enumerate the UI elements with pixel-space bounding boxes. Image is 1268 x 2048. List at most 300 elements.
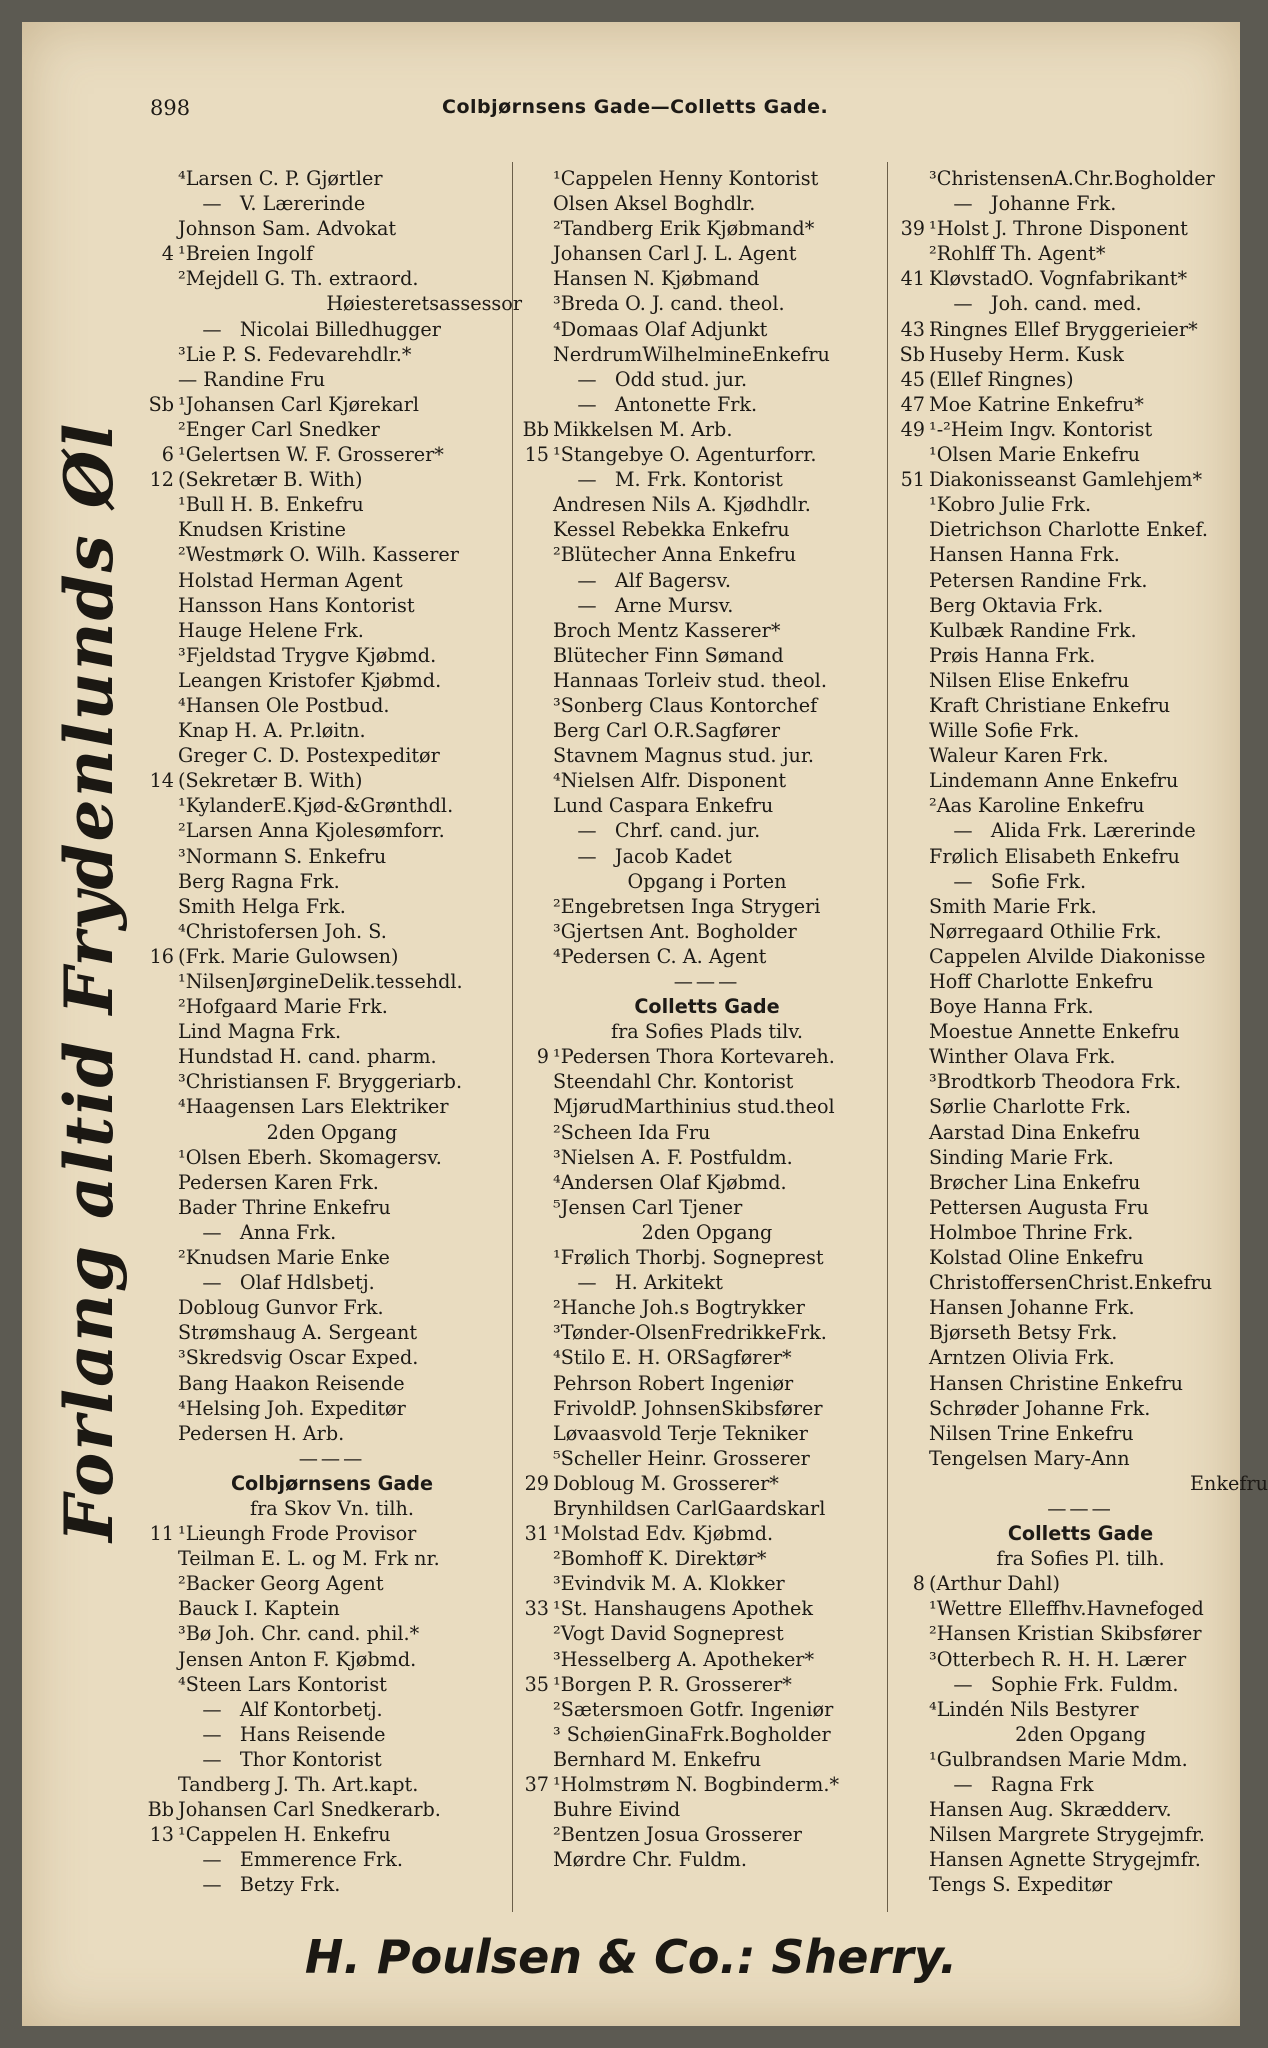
entry-text: ⁵Jensen Carl Tjener: [553, 1195, 743, 1219]
entry-text: Schrøder Johanne Frk.: [929, 1396, 1151, 1420]
house-number: [893, 492, 929, 517]
entry-text: ⁴Helsing Joh. Expeditør: [178, 1396, 406, 1420]
entry-text: — Jacob Kadet: [553, 844, 732, 868]
directory-entry: [142, 1195, 522, 1220]
directory-entry: [517, 1571, 897, 1596]
house-number: [517, 1496, 553, 1521]
entry-text: ⁴Domaas Olaf Adjunkt: [553, 317, 768, 341]
directory-entry: [517, 1521, 897, 1546]
directory-entry: [142, 1872, 522, 1897]
directory-entry: [142, 392, 522, 417]
entry-text: ⁴Larsen C. P. Gjørtler: [178, 167, 383, 190]
entry-text: ¹Holmstrøm N. Bogbinderm.*: [553, 1773, 840, 1796]
entry-text: Tandberg J. Th. Art.kapt.: [178, 1773, 419, 1796]
entry-text: ¹Olsen Marie Enkefru: [929, 443, 1141, 467]
directory-entry: [893, 1170, 1268, 1195]
house-number: [517, 1621, 553, 1646]
entry-text: ChristoffersenChrist.Enkefru: [929, 1271, 1213, 1295]
directory-entry: [517, 1170, 897, 1195]
entry-text: Kessel Rebekka Enkefru: [553, 518, 790, 542]
directory-entry: [517, 1120, 897, 1145]
directory-entry: [142, 919, 522, 944]
directory-entry: [142, 969, 522, 994]
entry-text: ¹Stangebye O. Agenturforr.: [553, 443, 817, 467]
entry-text: Bauck I. Kaptein: [178, 1597, 340, 1621]
house-number: [142, 1270, 178, 1295]
house-number: [142, 1220, 178, 1245]
directory-entry: [142, 1772, 522, 1797]
directory-entry: [517, 1270, 897, 1295]
house-number: [893, 1120, 929, 1145]
directory-entry: [893, 1094, 1268, 1119]
entry-text: ³Breda O. J. cand. theol.: [553, 292, 785, 316]
entry-text: 2den Opgang: [641, 1220, 773, 1244]
house-number: [142, 1621, 178, 1646]
entry-text: ¹Holst J. Throne Disponent: [929, 217, 1188, 241]
house-number: [142, 166, 178, 191]
directory-entry: [517, 1747, 897, 1772]
entry-text: Colbjørnsens Gade: [230, 1471, 434, 1495]
house-number: [142, 1872, 178, 1897]
directory-entry: [893, 191, 1268, 216]
house-number: 11: [149, 1522, 174, 1546]
house-number: [142, 1396, 178, 1421]
entry-text: Huseby Herm. Kusk: [929, 342, 1124, 366]
entry-text: Leangen Kristofer Kjøbmd.: [178, 668, 442, 692]
entry-text: ³Hesselberg A. Apotheker*: [553, 1647, 815, 1671]
directory-entry: [893, 492, 1268, 517]
house-number: 43: [900, 317, 925, 341]
house-number: [142, 1170, 178, 1195]
entry-text: 2den Opgang: [1015, 1722, 1146, 1746]
house-number: [893, 643, 929, 668]
house-number: 16: [149, 944, 174, 968]
directory-entry: [893, 166, 1268, 191]
entry-text: ³Nielsen A. F. Postfuldm.: [553, 1145, 793, 1169]
entry-text: ———: [298, 1446, 366, 1470]
entry-text: Pehrson Robert Ingeniør: [553, 1371, 794, 1395]
house-number: 41: [900, 267, 925, 291]
entry-text: Knap H. A. Pr.løitn.: [178, 719, 366, 743]
page-number: 898: [150, 96, 191, 120]
house-number: [893, 1596, 929, 1621]
directory-entry: [142, 1270, 522, 1295]
directory-entry: [517, 542, 897, 567]
entry-text: Kolstad Oline Enkefru: [929, 1246, 1144, 1270]
house-number: [893, 1772, 929, 1797]
entry-text: Ringnes Ellef Bryggerieier*: [929, 317, 1198, 341]
directory-entry: [517, 1345, 897, 1370]
house-number: [517, 1069, 553, 1094]
house-number: [893, 1747, 929, 1772]
house-number: [893, 919, 929, 944]
directory-entry: [142, 166, 522, 191]
entry-text: — Emmerence Frk.: [178, 1848, 403, 1872]
entry-text: Moe Katrine Enkefru*: [929, 392, 1144, 416]
directory-entry: [142, 568, 522, 593]
entry-text: ⁵Scheller Heinr. Grosserer: [553, 1446, 810, 1470]
house-number: 13: [149, 1823, 174, 1847]
directory-entry: [893, 1220, 1268, 1245]
entry-text: Johnson Sam. Advokat: [178, 217, 397, 241]
directory-entry: [893, 1621, 1268, 1646]
directory-entry: [517, 1044, 897, 1069]
entry-text: ²Aas Karoline Enkefru: [929, 794, 1145, 818]
directory-page: [22, 22, 1268, 2026]
directory-entry: [893, 542, 1268, 567]
house-number: [893, 1345, 929, 1370]
house-number: [893, 793, 929, 818]
directory-entry: [517, 1822, 897, 1847]
directory-entry: [517, 869, 897, 894]
entry-text: Steendahl Chr. Kontorist: [553, 1070, 794, 1094]
entry-text: (Sekretær B. With): [178, 468, 363, 492]
entry-text: ²Hanche Joh.s Bogtrykker: [553, 1296, 805, 1320]
house-number: [517, 1345, 553, 1370]
entry-text: ²Engebretsen Inga Strygeri: [553, 894, 821, 918]
directory-entry: [517, 1396, 897, 1421]
house-number: [142, 568, 178, 593]
entry-text: Bernhard M. Enkefru: [553, 1747, 762, 1771]
house-number: [893, 1697, 929, 1722]
column-2: [517, 166, 897, 1872]
directory-entry: [142, 1220, 522, 1245]
directory-entry: [142, 216, 522, 241]
directory-entry: [893, 342, 1268, 367]
directory-entry: [893, 1295, 1268, 1320]
house-number: [517, 1747, 553, 1772]
directory-entry: [517, 1697, 897, 1722]
directory-entry: [142, 1145, 522, 1170]
entry-text: ¹Borgen P. R. Grosserer*: [553, 1672, 792, 1696]
directory-entry: [142, 818, 522, 843]
entry-text: Johansen Carl Snedkerarb.: [178, 1798, 441, 1822]
entry-text: ²Scheen Ida Fru: [553, 1120, 711, 1144]
house-number: [517, 618, 553, 643]
house-number: [893, 869, 929, 894]
page-header: Colbjørnsens Gade—Colletts Gade.: [442, 96, 829, 118]
house-number: [517, 1722, 553, 1747]
house-number: [517, 693, 553, 718]
house-number: [893, 1371, 929, 1396]
house-number: 47: [900, 392, 925, 416]
entry-text: fra Skov Vn. tilh.: [250, 1496, 414, 1520]
footer-advertisement: H. Poulsen & Co.: Sherry.: [304, 1930, 958, 1984]
directory-entry: [893, 919, 1268, 944]
entry-text: — Nicolai Billedhugger: [178, 317, 441, 341]
house-number: [517, 1170, 553, 1195]
column-3: [893, 166, 1268, 1897]
directory-entry: [142, 1245, 522, 1270]
house-number: [517, 844, 553, 869]
entry-text: MjørudMarthinius stud.theol: [553, 1095, 835, 1119]
directory-entry: [893, 1120, 1268, 1145]
house-number: [517, 1270, 553, 1295]
entry-text: Hansen Agnette Strygejmfr.: [929, 1848, 1201, 1872]
entry-text: ¹Kobro Julie Frk.: [929, 493, 1092, 517]
directory-entry: [893, 467, 1268, 492]
directory-entry: [142, 1722, 522, 1747]
house-number: [517, 1195, 553, 1220]
entry-text: Nilsen Elise Enkefru: [929, 668, 1130, 692]
directory-entry: [142, 894, 522, 919]
entry-text: ²Bomhoff K. Direktør*: [553, 1547, 767, 1571]
house-number: [517, 768, 553, 793]
directory-entry: [142, 1371, 522, 1396]
entry-text: Knudsen Kristine: [178, 518, 347, 542]
entry-text: ³Lie P. S. Fedevarehdlr.*: [178, 342, 412, 366]
house-number: [893, 1872, 929, 1897]
entry-text: Dobloug M. Grosserer*: [553, 1471, 779, 1495]
directory-entry: [517, 718, 897, 743]
directory-entry: [142, 442, 522, 467]
directory-entry: [893, 668, 1268, 693]
house-number: [517, 291, 553, 316]
entry-text: ¹Gelertsen W. F. Grosserer*: [178, 443, 444, 467]
entry-text: Hauge Helene Frk.: [178, 618, 364, 642]
house-number: [142, 1195, 178, 1220]
entry-text: — Joh. cand. med.: [929, 292, 1142, 316]
section-divider: [517, 969, 897, 994]
directory-entry: [893, 869, 1268, 894]
entry-text: ²Larsen Anna Kjolesømforr.: [178, 819, 445, 843]
house-number: [517, 944, 553, 969]
house-number: [517, 241, 553, 266]
directory-entry: [893, 1697, 1268, 1722]
directory-entry: [142, 1295, 522, 1320]
directory-entry: [893, 1069, 1268, 1094]
entry-text: Berg Oktavia Frk.: [929, 593, 1104, 617]
entry-text: Nørregaard Othilie Frk.: [929, 919, 1162, 943]
directory-entry: [517, 1772, 897, 1797]
entry-text: — Odd stud. jur.: [553, 367, 748, 391]
house-number: [517, 1421, 553, 1446]
house-number: 14: [149, 769, 174, 793]
directory-entry: [517, 793, 897, 818]
entry-text: Kulbæk Randine Frk.: [929, 618, 1137, 642]
entry-text: Hansen N. Kjøbmand: [553, 267, 760, 291]
house-number: [893, 894, 929, 919]
house-number: [517, 342, 553, 367]
entry-text: Waleur Karen Frk.: [929, 744, 1109, 768]
entry-text: Dobloug Gunvor Frk.: [178, 1296, 384, 1320]
house-number: [142, 593, 178, 618]
directory-entry: [893, 1019, 1268, 1044]
directory-entry: [142, 266, 522, 291]
directory-entry: [142, 693, 522, 718]
entry-text: Sørlie Charlotte Frk.: [929, 1095, 1132, 1119]
directory-entry: [517, 1471, 897, 1496]
house-number: [517, 793, 553, 818]
entry-text: Arntzen Olivia Frk.: [929, 1346, 1115, 1370]
house-number: [893, 593, 929, 618]
directory-entry: [142, 417, 522, 442]
house-number: [142, 1697, 178, 1722]
entry-text: ²Sætersmoen Gotfr. Ingeniør: [553, 1697, 834, 1721]
entry-text: ¹NilsenJørgineDelik.tessehdl.: [178, 970, 463, 993]
entry-text: ⁴Steen Lars Kontorist: [178, 1672, 387, 1696]
directory-entry: [142, 241, 522, 266]
directory-entry: [142, 718, 522, 743]
house-number: [893, 1647, 929, 1672]
house-number: [893, 1044, 929, 1069]
house-number: [893, 743, 929, 768]
house-number: [142, 1371, 178, 1396]
entry-text: — Hans Reisende: [178, 1722, 386, 1746]
directory-entry: [517, 1797, 897, 1822]
entry-text: ²Blütecher Anna Enkefru: [553, 543, 797, 567]
directory-entry: [142, 1094, 522, 1119]
entry-text: ¹Molstad Edv. Kjøbmd.: [553, 1522, 774, 1546]
entry-text: Hansen Christine Enkefru: [929, 1371, 1184, 1395]
entry-text: Løvaasvold Terje Tekniker: [553, 1421, 808, 1445]
house-number: [893, 517, 929, 542]
house-number: [893, 1170, 929, 1195]
house-number: [517, 266, 553, 291]
entry-text: ¹Frølich Thorbj. Sogneprest: [553, 1246, 824, 1270]
entry-text: Bjørseth Betsy Frk.: [929, 1321, 1118, 1345]
column-1: [142, 166, 522, 1897]
house-number: 6: [161, 443, 174, 467]
entry-text: — Sophie Frk. Fuldm.: [929, 1672, 1179, 1696]
directory-entry: [142, 618, 522, 643]
entry-text: Greger C. D. Postexpeditør: [178, 744, 440, 768]
house-number: [142, 643, 178, 668]
directory-entry: [517, 643, 897, 668]
directory-entry: [893, 768, 1268, 793]
house-number: [142, 492, 178, 517]
house-number: [142, 969, 178, 994]
directory-entry: [142, 367, 522, 392]
entry-text: ²Vogt David Sogneprest: [553, 1622, 784, 1646]
house-number: [893, 768, 929, 793]
directory-entry: [142, 542, 522, 567]
entry-text: Blütecher Finn Sømand: [553, 643, 784, 667]
house-number: [517, 1120, 553, 1145]
directory-entry: [517, 593, 897, 618]
directory-entry: [893, 1747, 1268, 1772]
entry-text: Olsen Aksel Boghdlr.: [553, 192, 756, 216]
entry-text: ²Knudsen Marie Enke: [178, 1246, 390, 1270]
entry-text: Winther Olava Frk.: [929, 1045, 1116, 1069]
house-number: [517, 392, 553, 417]
directory-entry: [893, 367, 1268, 392]
directory-entry: [517, 1421, 897, 1446]
house-number: [142, 1847, 178, 1872]
directory-entry: [142, 844, 522, 869]
house-number: [893, 568, 929, 593]
directory-entry: [893, 969, 1268, 994]
entry-text: Pedersen H. Arb.: [178, 1421, 345, 1445]
house-number: [142, 1094, 178, 1119]
house-number: [142, 1245, 178, 1270]
directory-entry: [893, 1396, 1268, 1421]
entry-text: Smith Helga Frk.: [178, 894, 346, 918]
directory-entry: [517, 1371, 897, 1396]
entry-text: — Alida Frk. Lærerinde: [929, 819, 1196, 843]
entry-text: Frølich Elisabeth Enkefru: [929, 844, 1180, 868]
directory-entry: [517, 417, 897, 442]
directory-entry: [517, 1145, 897, 1170]
entry-text: Sinding Marie Frk.: [929, 1145, 1114, 1169]
directory-entry: [517, 266, 897, 291]
directory-entry: [142, 1019, 522, 1044]
house-number: [142, 542, 178, 567]
directory-entry: [142, 1396, 522, 1421]
entry-text: Hoff Charlotte Enkefru: [929, 970, 1154, 993]
house-number: [893, 618, 929, 643]
directory-entry: [517, 618, 897, 643]
entry-text: ⁴Hansen Ole Postbud.: [178, 693, 390, 717]
house-number: [893, 191, 929, 216]
house-number: [142, 1345, 178, 1370]
street-heading: [517, 994, 897, 1019]
entry-text: ³Tønder-OlsenFredrikkeFrk.: [553, 1321, 827, 1345]
directory-entry: [893, 1320, 1268, 1345]
house-number: [517, 718, 553, 743]
directory-entry: [517, 291, 897, 316]
house-number: 12: [149, 468, 174, 492]
directory-entry: [893, 1822, 1268, 1847]
directory-entry: [142, 1697, 522, 1722]
directory-entry: [517, 944, 897, 969]
entry-text: Hansson Hans Kontorist: [178, 593, 415, 617]
entry-text: — Thor Kontorist: [178, 1747, 382, 1771]
entry-text: ¹Cappelen H. Enkefru: [178, 1823, 391, 1847]
entry-text: — Alf Kontorbetj.: [178, 1697, 383, 1721]
directory-entry: [893, 818, 1268, 843]
entry-text: ³Normann S. Enkefru: [178, 844, 387, 868]
entry-text: (Ellef Ringnes): [929, 367, 1074, 391]
entry-text: ³Fjeldstad Trygve Kjøbmd.: [178, 643, 437, 667]
directory-entry: [517, 768, 897, 793]
house-number: [517, 1396, 553, 1421]
entry-text: — Arne Mursv.: [553, 593, 734, 617]
entry-text: ²Hofgaard Marie Frk.: [178, 995, 388, 1019]
house-number: [893, 1621, 929, 1646]
house-number: [517, 743, 553, 768]
directory-entry: [893, 944, 1268, 969]
directory-entry: [893, 1647, 1268, 1672]
directory-entry: [142, 317, 522, 342]
directory-entry: [142, 1847, 522, 1872]
entry-text: ¹Johansen Carl Kjørekarl: [178, 392, 420, 416]
directory-entry: [517, 317, 897, 342]
entry-text: fra Sofies Pl. tilh.: [996, 1547, 1165, 1571]
entry-text: ⁴Haagensen Lars Elektriker: [178, 1095, 449, 1119]
entry-text: Hansen Hanna Frk.: [929, 543, 1120, 567]
directory-entry: [893, 241, 1268, 266]
entry-text: Kraft Christiane Enkefru: [929, 693, 1171, 717]
house-number: [517, 919, 553, 944]
directory-entry: [893, 291, 1268, 316]
directory-entry: [142, 1320, 522, 1345]
entry-text: Boye Hanna Frk.: [929, 995, 1094, 1019]
directory-entry: [517, 1069, 897, 1094]
directory-entry: [517, 1446, 897, 1471]
directory-entry: [893, 266, 1268, 291]
entry-text: Diakonisseanst Gamlehjem*: [929, 468, 1203, 492]
house-number: [893, 442, 929, 467]
directory-entry: [893, 1772, 1268, 1797]
directory-entry: [517, 392, 897, 417]
entry-text: (Arthur Dahl): [929, 1572, 1061, 1596]
house-number: [142, 718, 178, 743]
entry-text: ³Bø Joh. Chr. cand. phil.*: [178, 1622, 420, 1646]
house-number: [517, 166, 553, 191]
entry-text: Smith Marie Frk.: [929, 894, 1097, 918]
house-number: [142, 693, 178, 718]
